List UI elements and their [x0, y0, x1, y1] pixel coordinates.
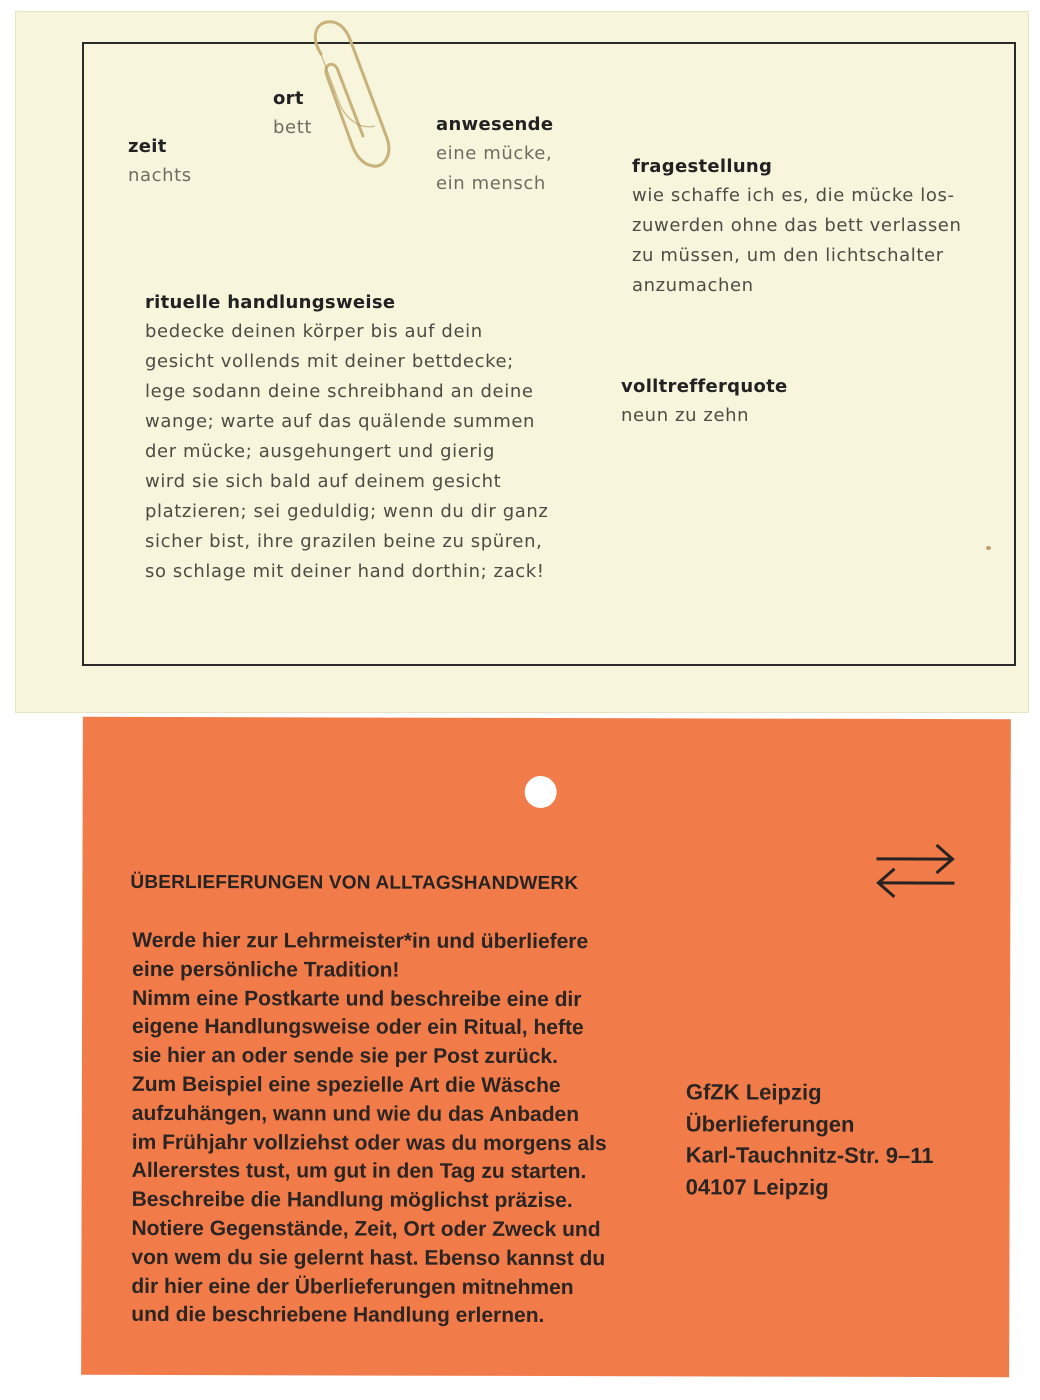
body-line: Allererstes tust, um gut in den Tag zu starten.: [131, 1159, 587, 1184]
exchange-arrows-icon: [872, 839, 958, 901]
info-heading: ÜBERLIEFERUNGEN VON ALLTAGSHANDWERK: [130, 871, 579, 895]
zeit-value: nachts: [128, 165, 192, 186]
fragestellung-line: zu müssen, um den lichtschalter: [632, 245, 944, 266]
volltrefferquote-value: neun zu zehn: [621, 405, 750, 426]
field-volltrefferquote: [621, 376, 788, 431]
body-line: aufzuhängen, wann und wie du das Anbaden: [131, 1101, 580, 1126]
handlungsweise-line: so schlage mit deiner hand dorthin; zack!: [145, 561, 545, 582]
paper-speck: [986, 546, 991, 550]
body-line: Zum Beispiel eine spezielle Art die Wäsche: [131, 1072, 561, 1098]
handlungsweise-line: der mücke; ausgehungert und gierig: [145, 441, 496, 462]
body-line: eigene Handlungsweise oder ein Ritual, hefte: [132, 1015, 584, 1040]
punch-hole: [525, 776, 557, 808]
info-body: [131, 927, 654, 1332]
field-anwesende: [436, 114, 553, 199]
ort-label: ort: [273, 88, 304, 109]
body-line: und die beschriebene Handlung erlernen.: [131, 1303, 545, 1328]
body-line: Nimm eine Postkarte und beschreibe eine dir: [132, 986, 582, 1011]
fragestellung-line: wie schaffe ich es, die mücke los-: [632, 185, 955, 206]
paperclip-icon: [301, 18, 411, 178]
body-line: im Frühjahr vollziehst oder was du morgens als: [131, 1130, 607, 1155]
ort-value: bett: [273, 117, 313, 138]
body-line: von wem du sie gelernt hast. Ebenso kannst du: [131, 1245, 606, 1270]
handlungsweise-label: rituelle handlungsweise: [145, 292, 396, 313]
body-line: Beschreibe die Handlung möglichst präzise.: [131, 1188, 573, 1213]
handlungsweise-line: wird sie sich bald auf deinem gesicht: [145, 471, 502, 492]
body-line: Notiere Gegenstände, Zeit, Ort oder Zweck und: [131, 1216, 601, 1242]
ritual-postcard: [16, 12, 1028, 712]
field-zeit: [128, 136, 192, 191]
address-line: GfZK Leipzig: [685, 1079, 822, 1105]
field-fragestellung: [632, 156, 982, 301]
handlungsweise-line: gesicht vollends mit deiner bettdecke;: [145, 351, 514, 372]
anwesende-line: eine mücke,: [436, 143, 553, 164]
body-line: eine persönliche Tradition!: [132, 957, 400, 982]
info-postcard: [81, 717, 1011, 1377]
volltrefferquote-label: volltrefferquote: [621, 376, 788, 397]
body-line: Werde hier zur Lehrmeister*in und überliefere: [132, 928, 589, 954]
handlungsweise-line: wange; warte auf das quälende summen: [145, 411, 536, 432]
fragestellung-line: zuwerden ohne das bett verlassen: [632, 215, 962, 236]
zeit-label: zeit: [128, 136, 167, 157]
handlungsweise-line: platzieren; sei geduldig; wenn du dir ganz: [145, 501, 549, 522]
handlungsweise-line: sicher bist, ihre grazilen beine zu spüren,: [145, 531, 543, 552]
address-line: 04107 Leipzig: [685, 1173, 829, 1200]
fragestellung-line: anzumachen: [632, 275, 754, 296]
anwesende-label: anwesende: [436, 114, 554, 135]
field-rituelle-handlungsweise: [145, 292, 565, 587]
handlungsweise-line: bedecke deinen körper bis auf dein: [145, 321, 483, 342]
address-line: Karl-Tauchnitz-Str. 9–11: [685, 1142, 934, 1169]
body-line: dir hier eine der Überlieferungen mitnehmen: [131, 1274, 574, 1299]
address-line: Überlieferungen: [685, 1110, 855, 1137]
body-line: sie hier an oder sende sie per Post zurück.: [131, 1044, 559, 1069]
handlungsweise-line: lege sodann deine schreibhand an deine: [145, 381, 534, 402]
fragestellung-label: fragestellung: [632, 156, 773, 177]
return-address: [686, 1076, 934, 1203]
anwesende-line: ein mensch: [436, 173, 546, 194]
